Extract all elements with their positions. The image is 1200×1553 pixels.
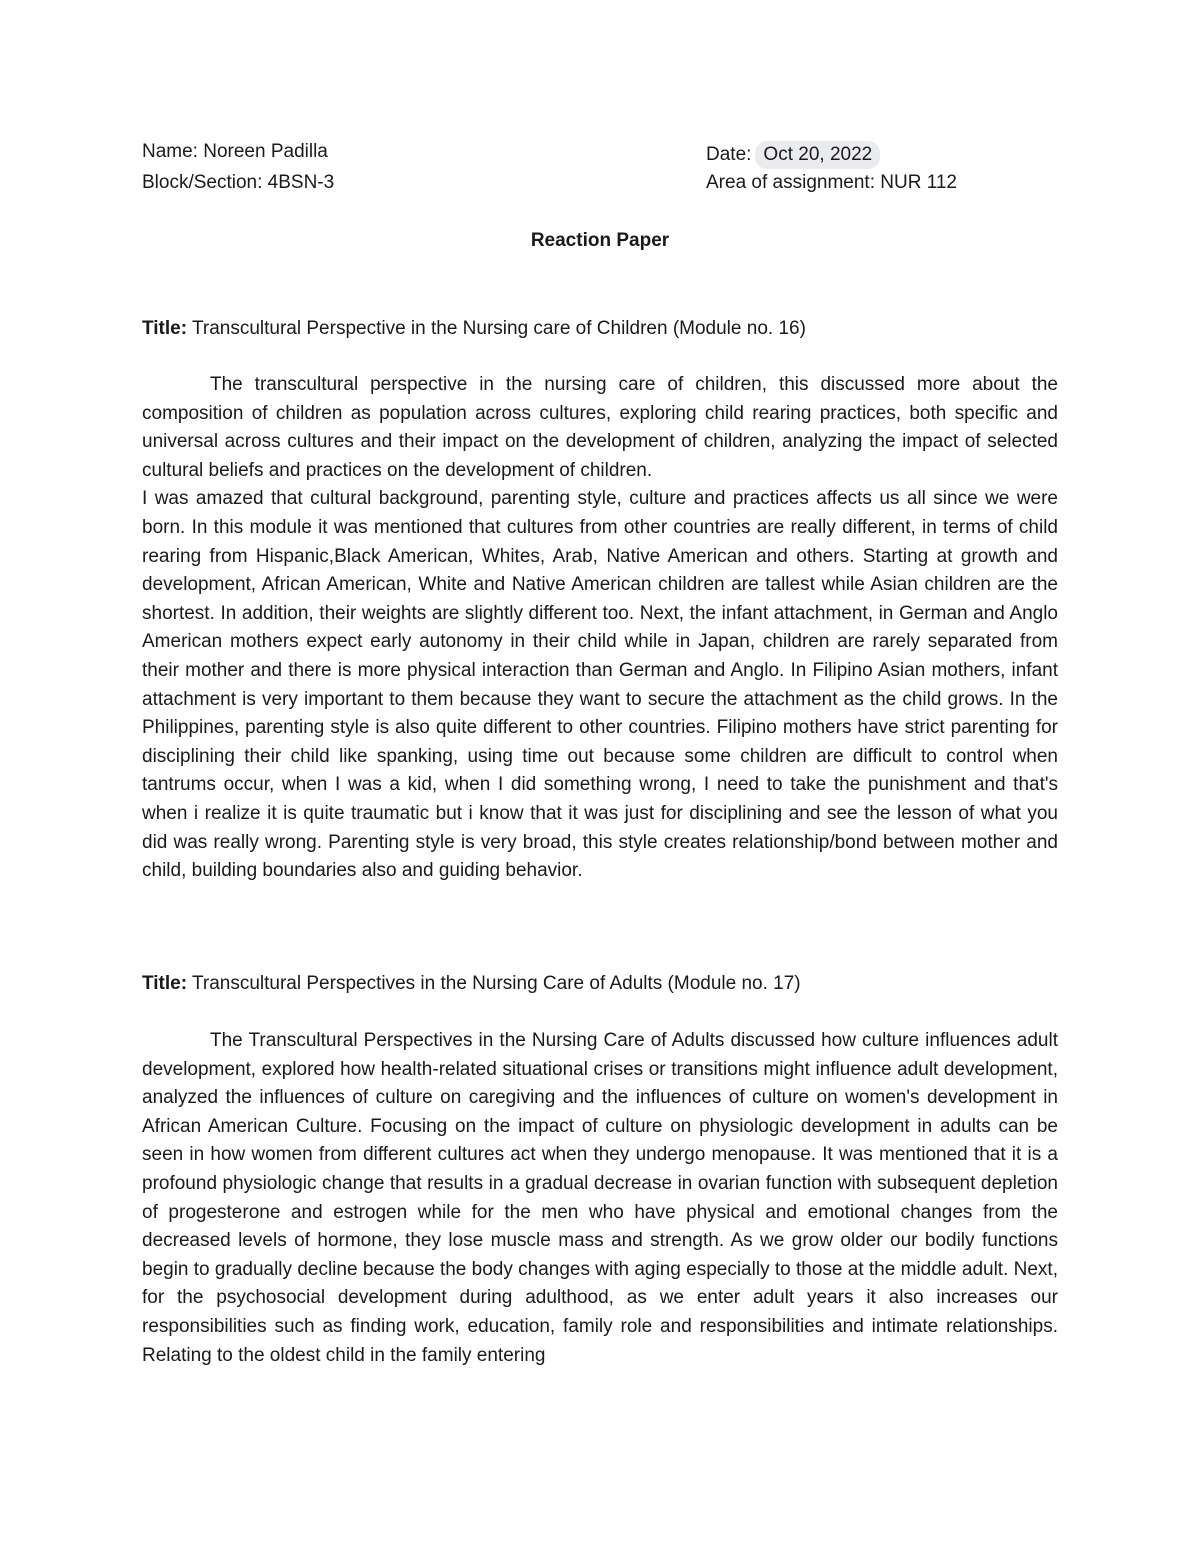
section1-title xyxy=(142,318,806,340)
section2-title xyxy=(142,973,801,995)
section1-paragraph-2: I was amazed that cultural background, parenting style, culture and practices affects us all since we were born. In this module it was mentioned that cultures from other countries are really different, in terms of child rearing from Hispanic,Black American, Whites, Arab, Native American and others. Starting at growth and development, African American, White and Native American children are tallest while Asian children are the shortest. In addition, their weights are slightly different too. Next, the infant attachment, in German and Anglo American mothers expect early autonomy in their child while in Japan, children are rarely separated from their mother and there is more physical interaction than German and Anglo. In Filipino Asian mothers, infant attachment is very important to them because they want to secure the attachment as the child grows. In the Philippines, parenting style is also quite different to other countries. Filipino mothers have strict parenting for disciplining their child like spanking, using time out because some children are difficult to control when tantrums occur, when I was a kid, when I did something wrong, I need to take the punishment and that's when i realize it is quite traumatic but i know that it was just for disciplining and see the lesson of what you did was really wrong. Parenting style is very broad, this style creates relationship/bond between mother and child, building boundaries also and guiding behavior. xyxy=(142,488,1058,882)
document-title: Reaction Paper xyxy=(530,230,670,251)
header-row-name-date xyxy=(142,141,1062,171)
date-field xyxy=(706,141,880,169)
date-label: Date: xyxy=(706,144,752,165)
section1-body xyxy=(142,371,1058,886)
section2-body xyxy=(142,1027,1058,1399)
section2-title-bold: Title: xyxy=(142,973,188,994)
student-name: Name: Noreen Padilla xyxy=(142,141,328,162)
section1-paragraph-1: The transcultural perspective in the nursing care of children, this discussed more about the composition of children as population across cultures, exploring child rearing practices, both specific and universal across cultures and their impact on the development of children, analyzing the impact of selected cultural beliefs and practices on the development of children. xyxy=(142,374,1058,481)
section1-title-text: Transcultural Perspective in the Nursing care of Children (Module no. 16) xyxy=(187,318,806,339)
date-chip[interactable]: Oct 20, 2022 xyxy=(755,141,880,169)
section1-title-bold: Title: xyxy=(142,318,188,339)
area-of-assignment: Area of assignment: NUR 112 xyxy=(706,172,957,193)
header-row-block-area xyxy=(142,172,1062,202)
section2-title-text: Transcultural Perspectives in the Nursing Care of Adults (Module no. 17) xyxy=(187,973,801,994)
section2-paragraph-1: The Transcultural Perspectives in the Nursing Care of Adults discussed how culture influences adult development, explored how health-related situational crises or transitions might influence adult development, analyzed the influences of culture on caregiving and the influences of culture on women's development in African American Culture. Focusing on the impact of culture on physiologic development in adults can be seen in how women from different cultures act when they undergo menopause. It was mentioned that it is a profound physiologic change that results in a gradual decrease in ovarian function with subsequent depletion of progesterone and estrogen while for the men who have physical and emotional changes from the decreased levels of hormone, they lose muscle mass and strength. As we grow older our bodily functions begin to gradually decline because the body changes with aging especially to those at the middle adult. Next, for the psychosocial development during adulthood, as we enter adult years it also increases our responsibilities such as finding work, education, family role and responsibilities and intimate relationships. Relating to the oldest child in the family entering xyxy=(142,1030,1058,1366)
block-section: Block/Section: 4BSN-3 xyxy=(142,172,335,193)
